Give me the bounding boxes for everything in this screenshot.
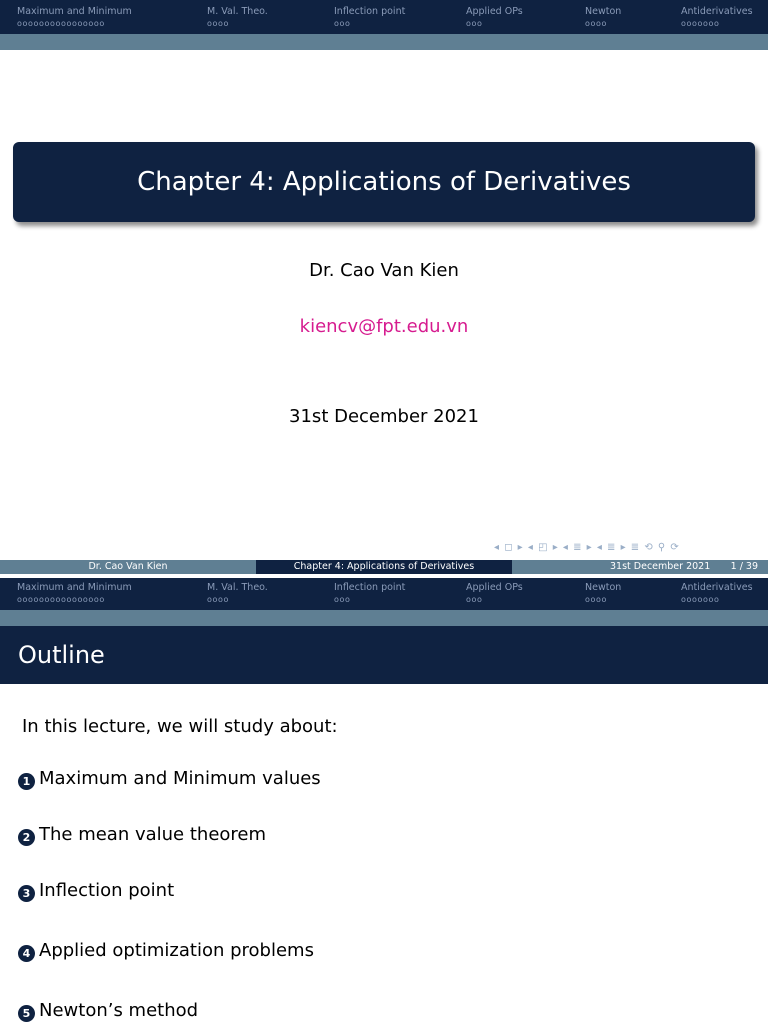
frame-dots[interactable]: oooo <box>585 19 607 28</box>
outline-item-text: Newton’s method <box>39 1000 199 1021</box>
outline-item-text: Maximum and Minimum values <box>39 768 321 789</box>
nav-section-mean-value-theorem[interactable]: M. Val. Theo. oooo <box>207 6 268 28</box>
nav-section-mean-value-theorem[interactable]: M. Val. Theo. oooo <box>207 582 268 604</box>
frame-dots[interactable]: oooooooooooooooo <box>17 595 105 604</box>
frame-dots[interactable]: oooooooooooooooo <box>17 19 105 28</box>
presentation-title-box <box>13 142 755 222</box>
enumerate-bullet: 4 <box>18 945 35 962</box>
frame-title-bar <box>0 626 768 684</box>
author-email-link[interactable]: kiencv@fpt.edu.vn <box>299 316 469 337</box>
section-navigation-bar <box>0 0 768 34</box>
outline-slide <box>0 578 768 1024</box>
enumerate-bullet: 3 <box>18 885 35 902</box>
outline-item-text: The mean value theorem <box>39 824 267 845</box>
outline-item <box>18 1000 198 1022</box>
nav-section-antiderivatives[interactable]: Antiderivatives ooooooo <box>681 6 753 28</box>
section-navigation-bar <box>0 578 768 610</box>
enumerate-bullet: 2 <box>18 829 35 846</box>
nav-section-inflection-point[interactable]: Inflection point ooo <box>334 582 406 604</box>
frame-dots[interactable]: ooo <box>466 595 483 604</box>
subsection-bar <box>0 34 768 50</box>
frame-dots[interactable]: ooooooo <box>681 19 720 28</box>
frame-dots[interactable]: ooo <box>334 595 351 604</box>
presentation-title: Chapter 4: Applications of Derivatives <box>137 167 631 197</box>
presentation-date: 31st December 2021 <box>289 406 479 427</box>
nav-section-maximum-minimum[interactable]: Maximum and Minimum oooooooooooooooo <box>17 6 132 28</box>
frame-dots[interactable]: oooo <box>585 595 607 604</box>
enumerate-bullet: 1 <box>18 773 35 790</box>
frame-dots[interactable]: oooo <box>207 19 229 28</box>
outline-item-text: Applied optimization problems <box>39 940 314 961</box>
enumerate-bullet: 5 <box>18 1005 35 1022</box>
slide-footer <box>0 560 768 574</box>
footer-title: Chapter 4: Applications of Derivatives <box>256 560 512 574</box>
frame-dots[interactable]: ooo <box>334 19 351 28</box>
beamer-navigation-symbols[interactable]: ◂ ◻ ▸ ◂ ◰ ▸ ◂ ≣ ▸ ◂ ≣ ▸ ≣ ⟲ ⚲ ⟳ <box>494 542 680 553</box>
footer-date-page <box>512 560 768 574</box>
nav-section-applied-ops[interactable]: Applied OPs ooo <box>466 582 523 604</box>
nav-section-maximum-minimum[interactable]: Maximum and Minimum oooooooooooooooo <box>17 582 132 604</box>
footer-page-number: 1 / 39 <box>730 561 758 572</box>
footer-author: Dr. Cao Van Kien <box>0 560 256 574</box>
nav-section-antiderivatives[interactable]: Antiderivatives ooooooo <box>681 582 753 604</box>
outline-item <box>18 824 266 846</box>
nav-section-inflection-point[interactable]: Inflection point ooo <box>334 6 406 28</box>
outline-item-text: Inflection point <box>39 880 175 901</box>
outline-intro: In this lecture, we will study about: <box>22 716 338 737</box>
outline-item <box>18 768 321 790</box>
subsection-bar <box>0 610 768 626</box>
footer-date: 31st December 2021 <box>610 561 711 572</box>
author-name: Dr. Cao Van Kien <box>309 260 459 281</box>
nav-section-newton[interactable]: Newton oooo <box>585 6 622 28</box>
nav-section-applied-ops[interactable]: Applied OPs ooo <box>466 6 523 28</box>
frame-title: Outline <box>18 641 105 669</box>
frame-dots[interactable]: ooo <box>466 19 483 28</box>
outline-item <box>18 880 174 902</box>
outline-item <box>18 940 314 962</box>
nav-section-newton[interactable]: Newton oooo <box>585 582 622 604</box>
frame-dots[interactable]: oooo <box>207 595 229 604</box>
frame-dots[interactable]: ooooooo <box>681 595 720 604</box>
